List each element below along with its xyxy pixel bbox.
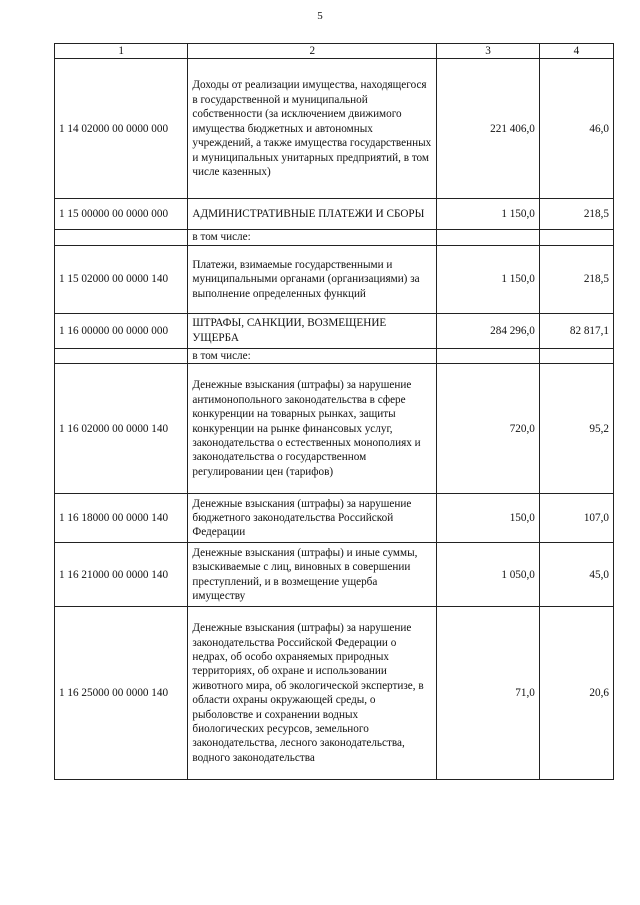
row-name: Платежи, взимаемые государственными и муниципальными органами (организациями) за выполнение определенных функций xyxy=(188,245,437,313)
row-code: 1 15 02000 00 0000 140 xyxy=(55,245,188,313)
row-value-col3: 150,0 xyxy=(437,494,540,543)
table-row xyxy=(55,543,614,607)
table-row xyxy=(55,494,614,543)
row-value-col4: 107,0 xyxy=(539,494,613,543)
row-code: 1 15 00000 00 0000 000 xyxy=(55,199,188,230)
row-name: ШТРАФЫ, САНКЦИИ, ВОЗМЕЩЕНИЕ УЩЕРБА xyxy=(188,313,437,348)
row-name: Денежные взыскания (штрафы) за нарушение антимонопольного законодательства в сфере конкуренции на товарных рынках, защиты конкуренции на рынке финансовых услуг, законодательства о естественных монополиях и законодательства о государственном регулировании цен (тарифов) xyxy=(188,364,437,494)
row-value-col3: 1 150,0 xyxy=(437,245,540,313)
row-value-col4: 46,0 xyxy=(539,59,613,199)
table-row xyxy=(55,199,614,230)
row-code: 1 14 02000 00 0000 000 xyxy=(55,59,188,199)
row-code-empty xyxy=(55,348,188,363)
row-code: 1 16 25000 00 0000 140 xyxy=(55,607,188,780)
row-code: 1 16 02000 00 0000 140 xyxy=(55,364,188,494)
row-value-col4: 95,2 xyxy=(539,364,613,494)
column-header-1: 1 xyxy=(55,44,188,59)
row-value-col3: 284 296,0 xyxy=(437,313,540,348)
row-code: 1 16 21000 00 0000 140 xyxy=(55,543,188,607)
column-header-3: 3 xyxy=(437,44,540,59)
row-name: Денежные взыскания (штрафы) за нарушение бюджетного законодательства Российской Федерации xyxy=(188,494,437,543)
row-value-col3: 720,0 xyxy=(437,364,540,494)
table-row xyxy=(55,313,614,348)
page-number: 5 xyxy=(317,10,323,22)
row-value-col4: 20,6 xyxy=(539,607,613,780)
revenue-table xyxy=(54,43,614,780)
row-value-col4: 82 817,1 xyxy=(539,313,613,348)
row-value-col3: 1 150,0 xyxy=(437,199,540,230)
row-code-empty xyxy=(55,230,188,245)
row-name: Денежные взыскания (штрафы) и иные суммы, взыскиваемые с лиц, виновных в совершении преступлений, и в возмещение ущерба имуществу xyxy=(188,543,437,607)
row-value-col4: 218,5 xyxy=(539,245,613,313)
table-row xyxy=(55,364,614,494)
row-name: Доходы от реализации имущества, находящегося в государственной и муниципальной собственности (за исключением движимого имущества бюджетных и автономных учреждений, а также имущества государственных и муниципальных унитарных предприятий, в том числе казенных) xyxy=(188,59,437,199)
row-subheading: в том числе: xyxy=(188,230,437,245)
row-value-empty xyxy=(539,348,613,363)
row-value-col3: 1 050,0 xyxy=(437,543,540,607)
table-row xyxy=(55,245,614,313)
row-subheading: в том числе: xyxy=(188,348,437,363)
table-subheading-row xyxy=(55,348,614,363)
column-header-2: 2 xyxy=(188,44,437,59)
row-name: Денежные взыскания (штрафы) за нарушение законодательства Российской Федерации о недрах, об особо охраняемых природных территориях, об охране и использовании животного мира, об экологической экспертизе, в области охраны окружающей среды, о рыболовстве и сохранении водных биологических ресурсов, земельного законодательства, лесного законодательства, водного законодательства xyxy=(188,607,437,780)
row-value-col3: 221 406,0 xyxy=(437,59,540,199)
table-row xyxy=(55,59,614,199)
table-row xyxy=(55,607,614,780)
table-subheading-row xyxy=(55,230,614,245)
column-header-4: 4 xyxy=(539,44,613,59)
row-value-empty xyxy=(437,230,540,245)
row-value-col3: 71,0 xyxy=(437,607,540,780)
table-body xyxy=(55,59,614,780)
row-code: 1 16 18000 00 0000 140 xyxy=(55,494,188,543)
row-value-empty xyxy=(437,348,540,363)
table-header-row xyxy=(55,44,614,59)
row-name: АДМИНИСТРАТИВНЫЕ ПЛАТЕЖИ И СБОРЫ xyxy=(188,199,437,230)
row-code: 1 16 00000 00 0000 000 xyxy=(55,313,188,348)
row-value-col4: 45,0 xyxy=(539,543,613,607)
row-value-empty xyxy=(539,230,613,245)
row-value-col4: 218,5 xyxy=(539,199,613,230)
